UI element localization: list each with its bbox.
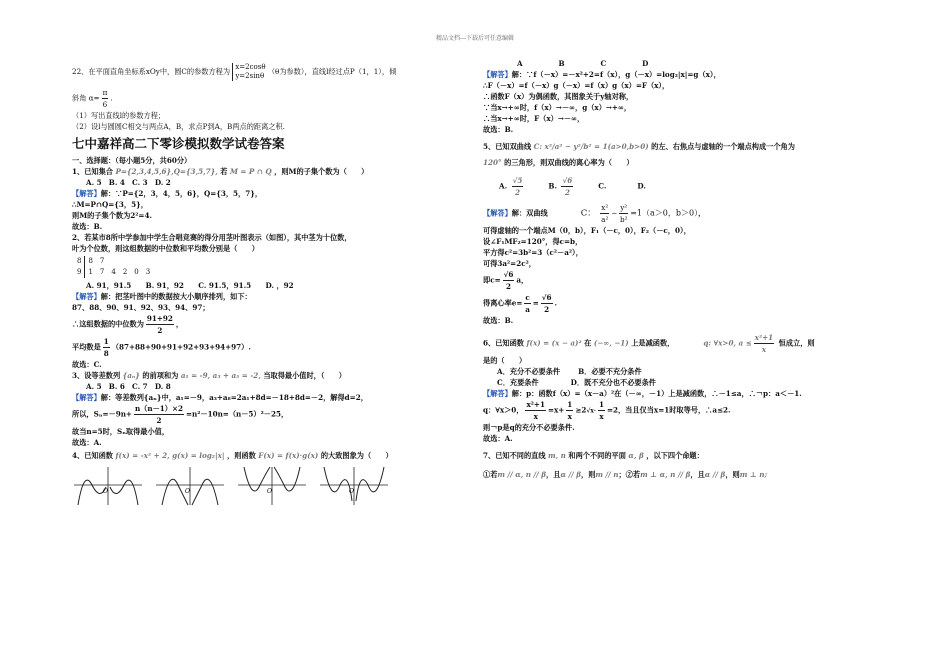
q2-question-1: 2、若某市8所中学参加中学生合唱竞赛的得分用茎叶图表示（如图），其中茎为十位数， bbox=[72, 233, 352, 242]
q22-line1: 22、在平面直角坐标系xOy中，圆C的参数方程为 x=2cosθ y=2sinθ （θ为参数），直线l经过点P（1，1），倾 bbox=[72, 63, 397, 80]
q2-solution-3: ∴这组数据的中位数为 $\frac{91+92}{2}$ ， bbox=[72, 314, 184, 335]
svg-text:O: O bbox=[103, 488, 108, 495]
q4-solution-2: ∴F（－x）=f（－x）g（－x）=f（x）g（x）=F（x）， bbox=[483, 81, 670, 90]
stem-leaf-plot: 8 8 7 9 1 7 4 2 0 3 bbox=[74, 256, 153, 278]
q5-solution-6: 得离心率e= $\frac{c}{a}$ = $\frac{√6}{2}$ . bbox=[483, 293, 558, 314]
graph-d bbox=[318, 465, 390, 507]
q6-question-2: 是的（ ） bbox=[483, 356, 527, 365]
q3-options: A. 5 B. 6 C. 7 D. 8 bbox=[86, 382, 171, 391]
q22-part2: （2）设l与圆圆C相交与两点A，B，求点P到A，B两点的距离之积. bbox=[72, 122, 285, 131]
left-column bbox=[72, 58, 467, 507]
right-column bbox=[483, 58, 883, 480]
q4-solution-4: ∵当x→+∞时，f（x）→－∞，g（x）→+∞， bbox=[483, 103, 632, 112]
q1-solution-3: 则M的子集个数为2²=4. bbox=[72, 211, 152, 220]
q3-solution-2: 所以，Sₙ=－9n+ $\frac{n(n-1)\times 2}{2}$ =n²－10n=（n－5）²－25， bbox=[72, 404, 289, 425]
q3-question: 3、设等差数列 {aₙ} 的前项和为 a₁ = -9, a₃ + a₅ = -2, 当取得最小值时，（ ） bbox=[72, 371, 346, 380]
page-header: 精品文档---下载后可任意编辑 bbox=[435, 35, 515, 42]
q22-part1: （1）写出直线l的参数方程； bbox=[72, 111, 166, 120]
q2-solution-2: 87、88、90、91、92、93、94、97； bbox=[72, 303, 210, 312]
q1-solution-1: 【解答】解：∵P={2，3，4，5，6}，Q={3，5，7}， bbox=[72, 189, 263, 198]
q5-solution-7: 故选：B. bbox=[483, 316, 514, 325]
q3-solution-4: 故选：A. bbox=[72, 438, 102, 447]
q1-options: A. 5 B. 4 C. 3 D. 2 bbox=[86, 178, 171, 187]
q5-solution-2: 设∠F₁MF₂=120°，得c=b， bbox=[483, 237, 583, 246]
q2-question-2: 叶为个位数，则这组数据的中位数和平均数分别是（ ） bbox=[72, 244, 259, 253]
q2-solution-4: 平均数是 $\frac{1}{8}$ （87+88+90+91+92+93+94+97）. bbox=[72, 337, 251, 358]
q5-solution-4: 可得3a²=2c²， bbox=[483, 259, 536, 268]
q4-solution-5: ∴当x→+∞时，F（x）→－∞， bbox=[483, 114, 585, 123]
q7-question: 7、已知不同的直线 m, n 和两个不同的平面 α, β ，以下四个命题： bbox=[483, 451, 704, 460]
graph-a bbox=[72, 465, 144, 507]
q2-solution-1: 【解答】解：把茎叶图中的数据按大小顺序排列，如下： bbox=[72, 292, 252, 301]
q1-question: 1、已知集合 P={2,3,4,5,6},Q={3,5,7}, 若 M = P ∩ Q ，则M的子集个数为（ ） bbox=[72, 167, 369, 176]
q6-options-cd: C．充要条件 D．既不充分也不必要条件 bbox=[497, 378, 656, 387]
q3-solution-3: 故当n=5时，Sₙ取得最小值， bbox=[72, 427, 170, 436]
q4-solution-1: 【解答】解：∵f（－x）=－x²+2=f（x），g（－x）=log₂|x|=g（x）， bbox=[483, 70, 721, 79]
q4-question: 4、已知函数 f(x) = -x² + 2, g(x) = log₂|x| ，则函数 F(x) = f(x)·g(x) 的大致图象为（ ） bbox=[72, 451, 393, 460]
graph-c bbox=[236, 465, 308, 507]
q6-solution-4: 故选：A. bbox=[483, 434, 513, 443]
q6-options-ab: A．充分不必要条件 B．必要不充分条件 bbox=[497, 367, 642, 376]
q5-solution-1: 可得虚轴的一个端点M（0，b），F₁（－c，0），F₂（－c，0）， bbox=[483, 226, 691, 235]
svg-text:O: O bbox=[185, 488, 190, 495]
q1-solution-2: ∴M=P∩Q={3，5}， bbox=[72, 200, 148, 209]
q5-question-2: 120° 的三角形，则双曲线的离心率为（ ） bbox=[483, 158, 634, 167]
q7-propositions: ①若m // α, n // β，且α // β，则m // n；②若m ⊥ α, n // β，且α // β，则m ⊥ n; bbox=[483, 470, 768, 479]
page-title: 七中嘉祥高二下零诊模拟数学试卷答案 bbox=[72, 136, 285, 151]
q4-solution-6: 故选：B. bbox=[483, 125, 514, 134]
alpha-fraction: $\frac{\pi}{6}$ bbox=[102, 88, 108, 109]
q5-solution-3: 平方得c²=3b²=3（c²－a²）， bbox=[483, 248, 583, 257]
q4-graph-options bbox=[72, 465, 467, 507]
q4-option-labels: A B C D bbox=[517, 59, 649, 68]
q5-question-1: 5、已知双曲线 C: x²/a² − y²/b² = 1(a>0,b>0) 的左、右焦点与虚轴的一个端点构成一个角为 bbox=[483, 142, 795, 151]
q1-solution-4: 故选：B. bbox=[72, 222, 103, 231]
q4-solution-3: ∴函数F（x）为偶函数，其图象关于y轴对称， bbox=[483, 92, 634, 101]
q5-solution-0: 【解答】解：双曲线 C： $\frac{\text{x²}}{\text{a²}}$ − $\frac{\text{y²}}{\text{b²}}$ =1（a＞0，b＞0）， bbox=[483, 203, 706, 224]
q5-options: A. $\frac{√5}{2}$ B. $\frac{√6}{2}$ C. D. bbox=[499, 176, 646, 197]
q6-solution-2: q：∀x＞0， $\frac{\text{x²+1}}{x}$ =x+ $\frac{1}{x}$ ≥2√x· $\frac{1}{x}$ =2，当且仅当x=1时取等号，∴a≤2. bbox=[483, 400, 731, 421]
q22-line2: 斜角 α= $\frac{\pi}{6}$ . bbox=[72, 88, 113, 109]
q3-solution-1: 【解答】解：等差数列{aₙ}中，a₁=－9，a₃+a₈=2a₁+8d=－18+8d=－2，解得d=2， bbox=[72, 393, 368, 402]
q6-solution-1: 【解答】解：p：函数f（x）=（x－a）²在（－∞，－1）上是减函数，∴－1≤a，∴￢p：a＜－1. bbox=[483, 389, 802, 398]
parametric-system: x=2cosθ y=2sinθ bbox=[232, 63, 265, 81]
section-heading: 一、选择题：（每小题5分，共60分） bbox=[72, 156, 192, 165]
q2-options: A. 91，91.5 B. 91，92 C. 91.5，91.5 D. ，92 bbox=[86, 281, 294, 290]
q2-solution-5: 故选：C. bbox=[72, 360, 102, 369]
svg-text:O: O bbox=[349, 488, 354, 495]
q5-solution-5: 即c= $\frac{√6}{2}$ a， bbox=[483, 270, 529, 291]
q6-question-1: 6、已知函数 f(x) = (x − a)² 在 (−∞, −1) 上是减函数， q: ∀x>0, a ≤ $\frac{\text{x²+1}}{x}$ 恒成立，则 bbox=[483, 333, 815, 354]
graph-b bbox=[154, 465, 226, 507]
q6-solution-3: 则￢p是q的充分不必要条件. bbox=[483, 423, 575, 432]
svg-text:O: O bbox=[267, 488, 272, 495]
